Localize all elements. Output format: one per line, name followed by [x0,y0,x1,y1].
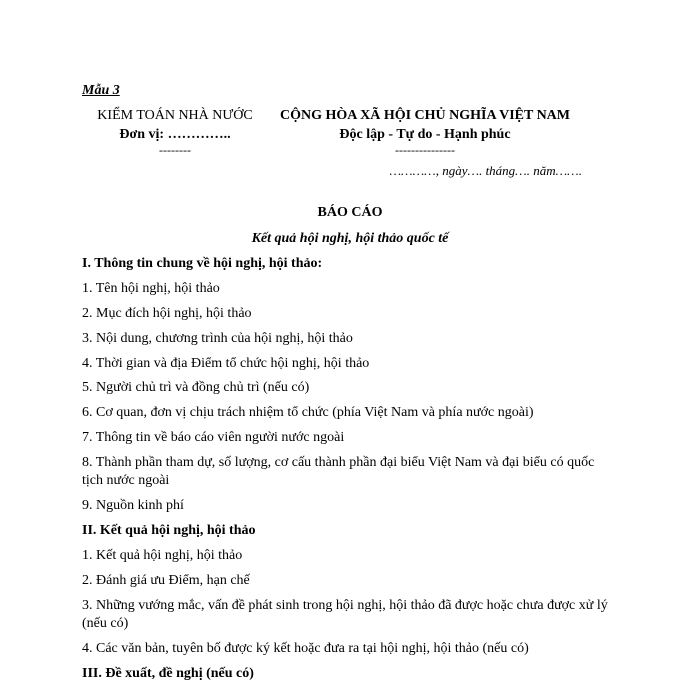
list-item: 8. Thành phần tham dự, số lượng, cơ cấu thành phần đại biểu Việt Nam và đại biểu có quốc tịch nước ngoài [82,455,595,488]
section-1-heading: I. Thông tin chung về hội nghị, hội thảo: [82,256,323,271]
section-2-heading: II. Kết quả hội nghị, hội thảo [82,523,256,538]
list-item: 7. Thông tin về báo cáo viên người nước ngoài [82,430,345,445]
list-item: 1. Tên hội nghị, hội thảo [82,281,220,296]
list-item: 3. Nội dung, chương trình của hội nghị, hội thảo [82,331,353,346]
national-motto: Độc lập - Tự do - Hạnh phúc [339,127,511,142]
unit-line: Đơn vị: ………….. [119,127,231,142]
list-item: 9. Nguồn kinh phí [82,498,184,513]
left-divider: -------- [159,143,191,157]
org-name: KIỂM TOÁN NHÀ NƯỚC [97,108,253,123]
report-title: BÁO CÁO [317,205,383,220]
list-item: 5. Người chủ trì và đồng chủ trì (nếu có) [82,380,310,395]
list-item: 2. Mục đích hội nghị, hội thảo [82,306,252,321]
list-item: 4. Các văn bản, tuyên bố được ký kết hoặc đưa ra tại hội nghị, hội thảo (nếu có) [82,641,529,656]
date-line: …………, ngày…. tháng…. năm……. [389,163,582,178]
list-item: 6. Cơ quan, đơn vị chịu trách nhiệm tổ chức (phía Việt Nam và phía nước ngoài) [82,405,534,420]
right-divider: --------------- [395,143,455,157]
form-number-label: Mẫu 3 [82,83,120,98]
list-item: 2. Đánh giá ưu Điểm, hạn chế [82,573,250,588]
list-item: 4. Thời gian và địa Điểm tổ chức hội nghị, hội thảo [82,356,370,371]
section-3-heading: III. Đề xuất, đề nghị (nếu có) [82,666,254,681]
nation-title: CỘNG HÒA XÃ HỘI CHỦ NGHĨA VIỆT NAM [279,108,570,123]
list-item: 3. Những vướng mắc, vấn đề phát sinh trong hội nghị, hội thảo đã được hoặc chưa được xử lý (nếu có) [82,598,608,631]
list-item: 1. Kết quả hội nghị, hội thảo [82,548,243,563]
report-subtitle: Kết quả hội nghị, hội thảo quốc tế [251,231,449,246]
